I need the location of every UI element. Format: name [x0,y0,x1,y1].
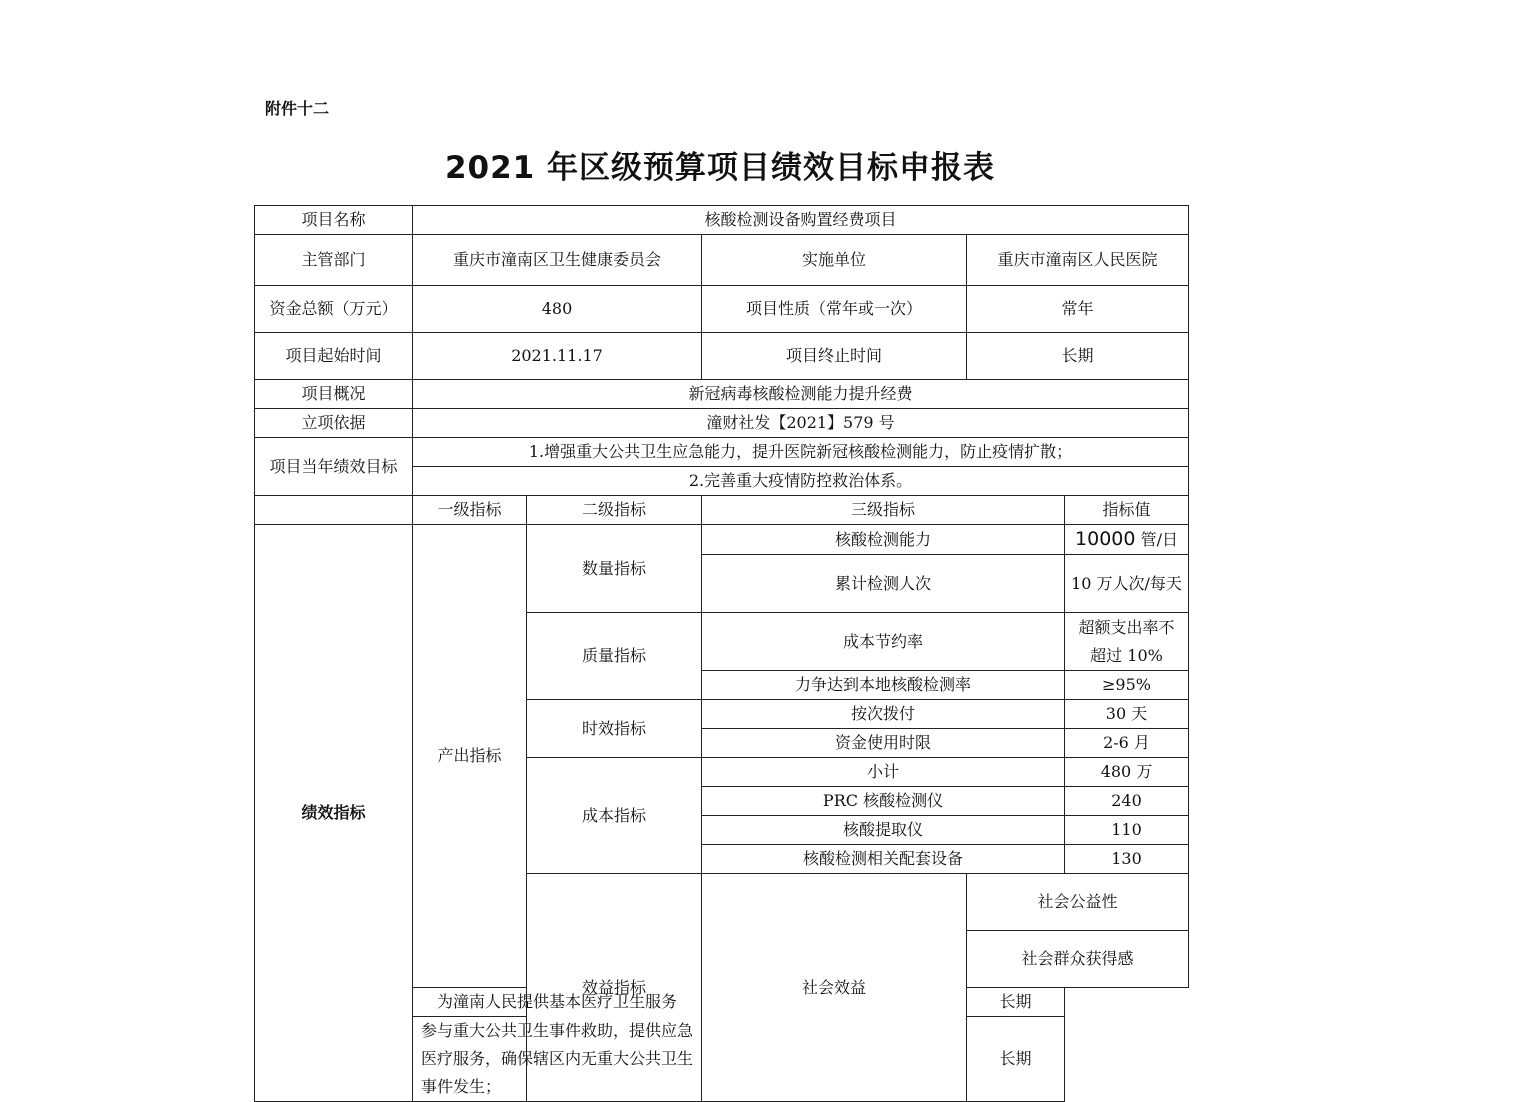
row-dept [255,235,1189,286]
indicator-name: 为潼南人民提供基本医疗卫生服务 [413,988,702,1017]
cost-label: 成本指标 [527,758,702,874]
row-fund [255,286,1189,333]
value-unit: 管/日 [1135,530,1178,549]
indicator-name: 小计 [702,758,1065,787]
benefit-label: 效益指标 [527,874,702,1102]
indicator-value: 长期 [967,988,1065,1017]
header-level2: 二级指标 [527,496,702,525]
label-impl: 实施单位 [702,235,967,286]
indicator-name: 社会群众获得感 [967,931,1189,988]
quantity-label: 数量指标 [527,525,702,613]
label-overview: 项目概况 [255,380,413,409]
indicator-value: 10 万人次/每天 [1065,555,1189,613]
value-project-name: 核酸检测设备购置经费项目 [413,206,1189,235]
indicator-value: 240 [1065,787,1189,816]
header-level3: 三级指标 [702,496,1065,525]
indicator-name: 力争达到本地核酸检测率 [702,671,1065,700]
row-time [255,333,1189,380]
label-project-name: 项目名称 [255,206,413,235]
label-end: 项目终止时间 [702,333,967,380]
value-impl: 重庆市潼南区人民医院 [967,235,1189,286]
value-nature: 常年 [967,286,1189,333]
indicator-name: 社会公益性 [967,874,1189,931]
label-start: 项目起始时间 [255,333,413,380]
header-level1: 一级指标 [413,496,527,525]
indicator-name: 参与重大公共卫生事件救助，提供应急医疗服务，确保辖区内无重大公共卫生事件发生； [413,1017,702,1102]
indicator-value: ≥95% [1065,671,1189,700]
value-end: 长期 [967,333,1189,380]
indicator-name: 成本节约率 [702,613,1065,671]
value-overview: 新冠病毒核酸检测能力提升经费 [413,380,1189,409]
header-value: 指标值 [1065,496,1189,525]
value-dept: 重庆市潼南区卫生健康委员会 [413,235,702,286]
value-start: 2021.11.17 [413,333,702,380]
indicator-name: 累计检测人次 [702,555,1065,613]
quality-label: 质量指标 [527,613,702,700]
indicator-name: PRC 核酸检测仪 [702,787,1065,816]
label-basis: 立项依据 [255,409,413,438]
indicator-value: 130 [1065,845,1189,874]
row-headers [255,496,1189,525]
indicator-value: 30 天 [1065,700,1189,729]
indicator-value: 超额支出率不超过 10% [1065,613,1189,671]
value-basis: 潼财社发【2021】579 号 [413,409,1189,438]
indicator-name: 核酸检测相关配套设备 [702,845,1065,874]
social-label: 社会效益 [702,874,967,1102]
row-project-name [255,206,1189,235]
performance-label: 绩效指标 [255,525,413,1102]
attachment-label: 附件十二 [265,99,330,118]
label-dept: 主管部门 [255,235,413,286]
performance-form-table [254,205,1189,1102]
label-goal: 项目当年绩效目标 [255,438,413,496]
indicator-value: 2-6 月 [1065,729,1189,758]
header-empty [255,496,413,525]
indicator-value [1065,525,1189,555]
indicator-name: 核酸提取仪 [702,816,1065,845]
row-basis [255,409,1189,438]
indicator-value: 长期 [967,1017,1065,1102]
value-goal-1: 1.增强重大公共卫生应急能力，提升医院新冠核酸检测能力，防止疫情扩散； [413,438,1189,467]
label-nature: 项目性质（常年或一次） [702,286,967,333]
value-goal-2: 2.完善重大疫情防控救治体系。 [413,467,1189,496]
table-row [255,525,1189,555]
indicator-name: 按次拨付 [702,700,1065,729]
indicator-name: 资金使用时限 [702,729,1065,758]
indicator-name: 核酸检测能力 [702,525,1065,555]
time-label: 时效指标 [527,700,702,758]
indicator-value: 480 万 [1065,758,1189,787]
value-fund: 480 [413,286,702,333]
row-overview [255,380,1189,409]
row-goal-1 [255,438,1189,467]
indicator-value: 110 [1065,816,1189,845]
output-label: 产出指标 [413,525,527,988]
value-main: 10000 [1075,528,1136,550]
label-fund: 资金总额（万元） [255,286,413,333]
page-title: 2021 年区级预算项目绩效目标申报表 [444,150,996,186]
